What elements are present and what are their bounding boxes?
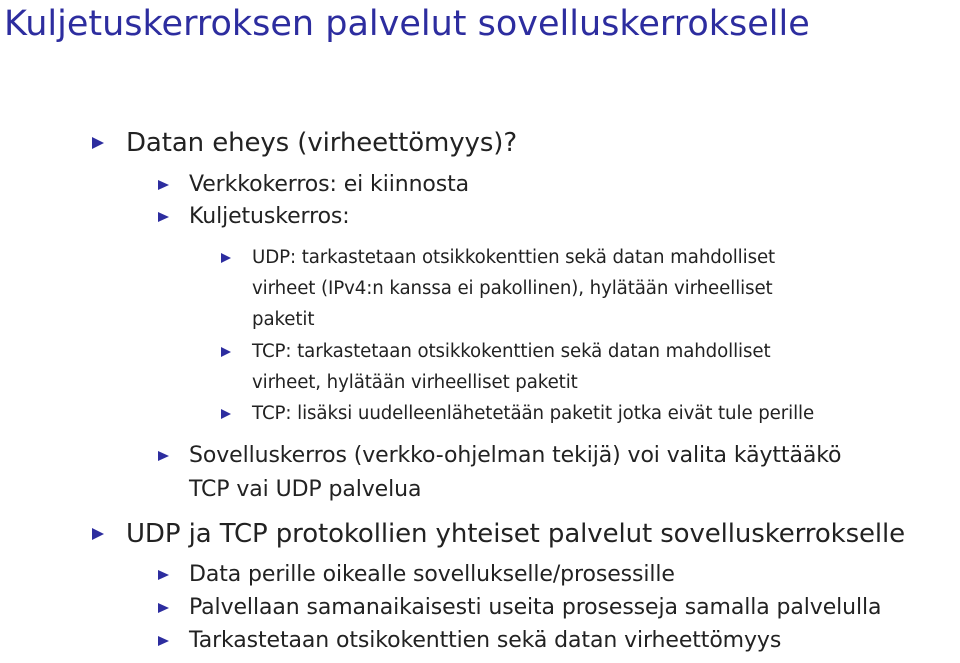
bullet-triangle-icon xyxy=(158,636,169,646)
bullet-triangle-icon xyxy=(158,451,169,461)
bullet-text: Data perille oikealle sovellukselle/prosessille xyxy=(189,562,675,587)
bullet-text-line: paketit xyxy=(252,309,315,330)
bullet-text-line: Sovelluskerros (verkko-ohjelman tekijä) voi valita käyttääkö xyxy=(189,443,842,468)
bullet-text-line: virheet (IPv4:n kanssa ei pakollinen), hylätään virheelliset xyxy=(252,278,773,299)
bullet-text-line: TCP: lisäksi uudelleenlähetetään paketit jotka eivät tule perille xyxy=(252,403,815,424)
bullet-triangle-icon xyxy=(158,603,169,613)
bullet-text: Palvellaan samanaikaisesti useita prosesseja samalla palvelulla xyxy=(189,595,882,620)
bullet-triangle-icon xyxy=(158,570,169,580)
bullet-text-line: virheet, hylätään virheelliset paketit xyxy=(252,372,578,393)
bullet-text: Kuljetuskerros: xyxy=(189,204,350,229)
bullet-text: Verkkokerros: ei kiinnosta xyxy=(189,172,470,197)
bullet-text: Datan eheys (virheettömyys)? xyxy=(126,128,518,158)
bullet-triangle-icon xyxy=(158,180,169,190)
bullet-text: Tarkastetaan otsikokenttien sekä datan virheettömyys xyxy=(189,628,782,653)
bullet-text-line: TCP: tarkastetaan otsikkokenttien sekä datan mahdolliset xyxy=(252,341,771,362)
bullet-text: UDP ja TCP protokollien yhteiset palvelut sovelluskerrokselle xyxy=(126,519,906,549)
slide-title: Kuljetuskerroksen palvelut sovelluskerrokselle xyxy=(4,4,810,44)
bullet-triangle-icon xyxy=(221,409,231,419)
bullet-triangle-icon xyxy=(92,528,104,540)
bullet-triangle-icon xyxy=(221,253,231,263)
bullet-triangle-icon xyxy=(92,137,104,149)
bullet-text-line: TCP vai UDP palvelua xyxy=(189,477,422,502)
bullet-triangle-icon xyxy=(221,347,231,357)
bullet-triangle-icon xyxy=(158,212,169,222)
bullet-text-line: UDP: tarkastetaan otsikkokenttien sekä datan mahdolliset xyxy=(252,247,776,268)
